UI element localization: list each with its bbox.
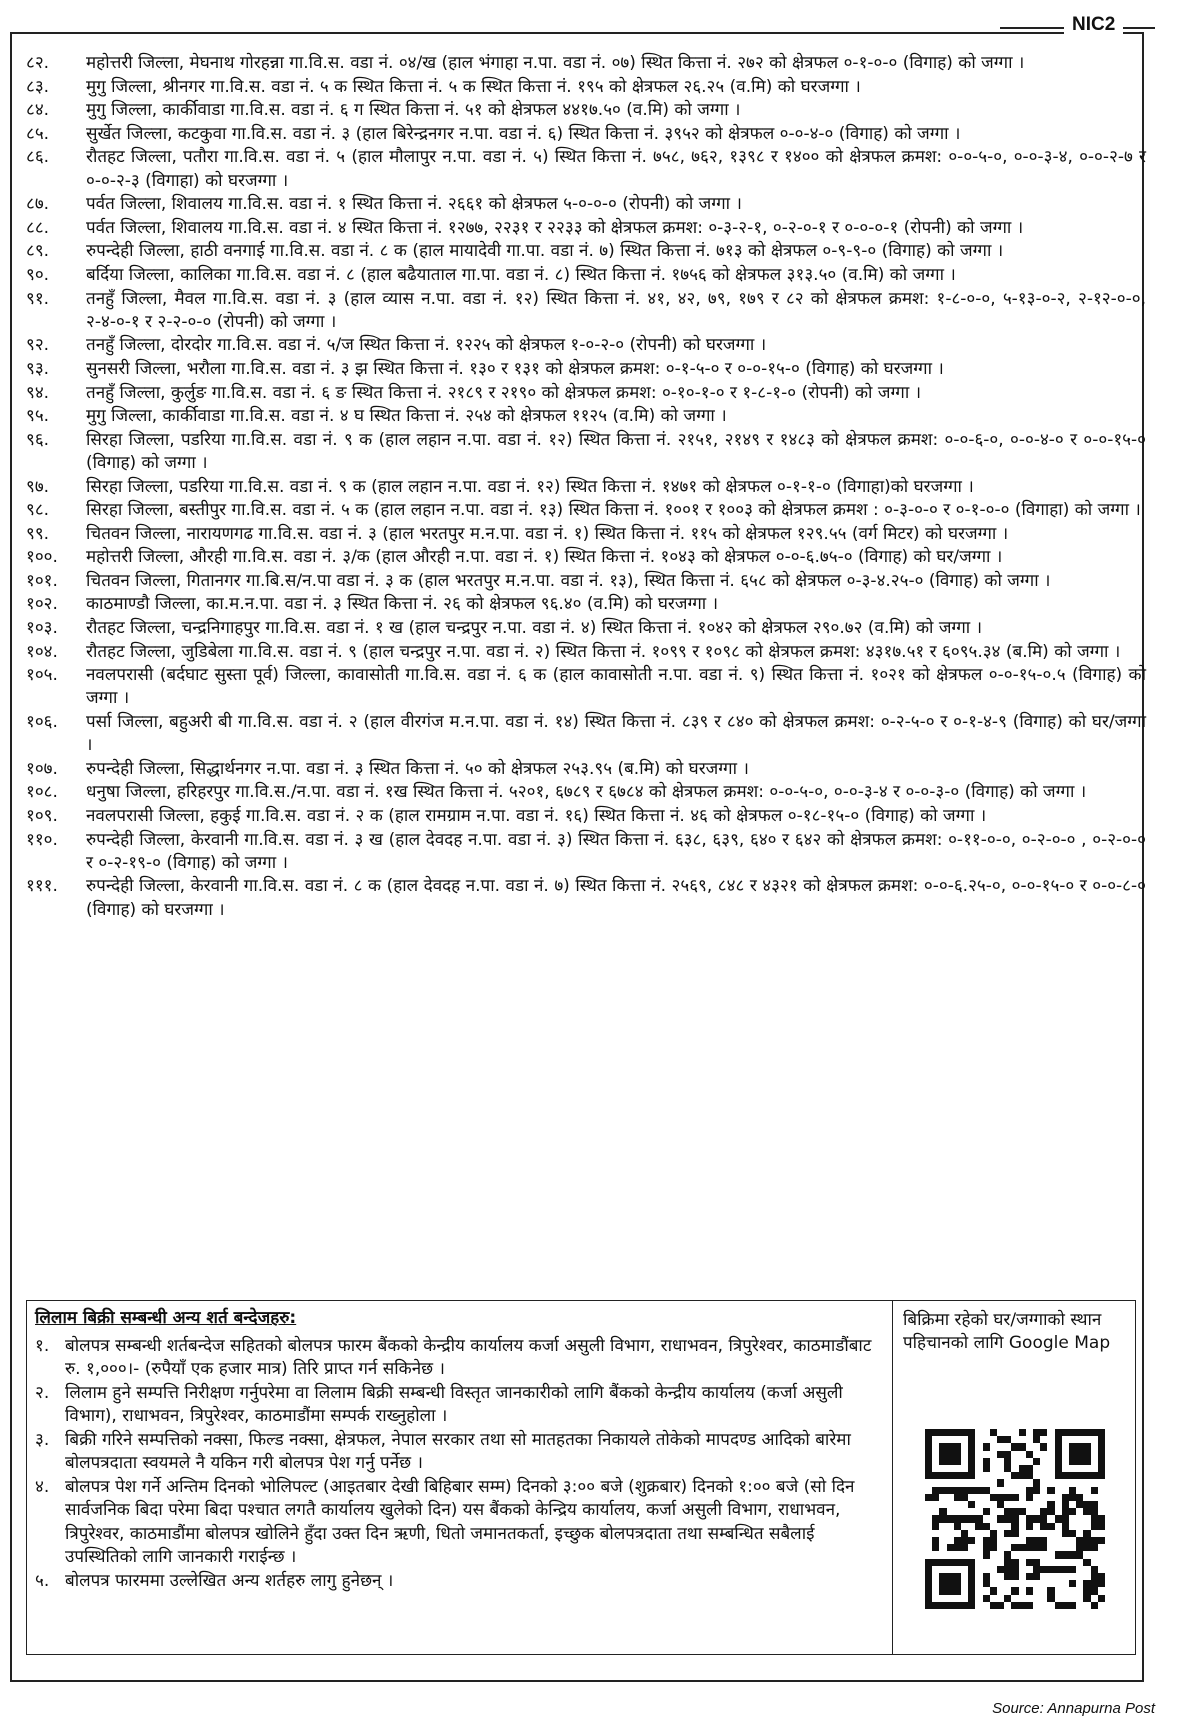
item-number: ९५. [26, 406, 50, 427]
item-text: रुपन्देही जिल्ला, सिद्धार्थनगर न.पा. वडा नं. ३ स्थित कित्ता नं. ५० को क्षेत्रफल २५३.९५ (ब.मि) को घरजग्गा । [86, 758, 749, 779]
item-number: ११०. [26, 829, 58, 850]
item-number: ९३. [26, 358, 50, 379]
term-item [35, 1382, 884, 1429]
item-text: रौतहट जिल्ला, जुडिबेला गा.वि.स. वडा नं. ९ (हाल चन्द्रपुर न.पा. वडा नं. २) स्थित कित्ता नं. १०९९ र १०९८ को क्षेत्रफल क्रमश: ४३१७.५१ र ६०९५.३४ (ब.मि) को जग्गा । [86, 641, 1121, 662]
item-number: ८८. [26, 217, 50, 238]
list-item [26, 570, 1146, 593]
list-item [26, 382, 1146, 405]
term-text: लिलाम हुने सम्पत्ति निरीक्षण गर्नुपरेमा वा लिलाम बिक्री सम्बन्धी विस्तृत जानकारीको लागि बैंकको केन्द्रीय कार्यालय (कर्जा असुली विभाग), राधाभवन, त्रिपुरेश्वर, काठमाडौंमा सम्पर्क राख्नुहोला । [65, 1382, 843, 1426]
item-number: ९४. [26, 382, 50, 403]
list-item [26, 123, 1146, 146]
term-number: ३. [35, 1429, 50, 1450]
item-text: रुपन्देही जिल्ला, केरवानी गा.वि.स. वडा नं. ८ क (हाल देवदह न.पा. वडा नं. ७) स्थित कित्ता नं. २५६९, ८४८ र ४३२१ को क्षेत्रफल क्रमश: ०-०-६.२५-०, ०-०-१५-० र ०-०-८-० (विगाह) को घरजग्गा । [86, 876, 1146, 920]
item-number: १०३. [26, 618, 58, 639]
list-item [26, 758, 1146, 781]
item-number: ९०. [26, 264, 50, 285]
item-text: सिरहा जिल्ला, पडरिया गा.वि.स. वडा नं. ९ क (हाल लहान न.पा. वडा नं. १२) स्थित कित्ता नं. १४७१ को क्षेत्रफल ०-१-१-० (विगाहा)को घरजग्गा । [86, 476, 974, 497]
list-item [26, 99, 1146, 122]
item-text: तनहुँ जिल्ला, कुर्लुङ गा.वि.स. वडा नं. ६ ङ स्थित कित्ता नं. २१८९ र २१९० को क्षेत्रफल क्रमश: ०-१०-१-० र १-८-१-० (रोपनी) को जग्गा । [86, 382, 922, 403]
item-text: महोत्तरी जिल्ला, मेघनाथ गोरहन्ना गा.वि.स. वडा नं. ०४/ख (हाल भंगाहा न.पा. वडा नं. ०७) स्थित कित्ता नं. २७२ को क्षेत्रफल ०-१-०-० (विगाह) को जग्गा । [86, 53, 1025, 73]
item-number: १०१. [26, 570, 58, 591]
item-number: १००. [26, 547, 58, 568]
property-list [26, 52, 1146, 922]
item-text: चितवन जिल्ला, नारायणगढ गा.वि.स. वडा नं. ३ (हाल भरतपुर म.न.पा. वडा नं. १) स्थित कित्ता नं. ११५ को क्षेत्रफल १२९.५५ (वर्ग मिटर) को घरजग्गा । [86, 523, 1009, 544]
item-text: पर्वत जिल्ला, शिवालय गा.वि.स. वडा नं. ४ स्थित कित्ता नं. १२७७, २२३१ र २२३३ को क्षेत्रफल क्रमश: ०-३-२-१, ०-२-०-१ र ०-०-०-१ (रोपनी) को जग्गा । [86, 217, 1024, 238]
list-item [26, 546, 1146, 569]
list-item [26, 240, 1146, 263]
item-text: सिरहा जिल्ला, बस्तीपुर गा.वि.स. वडा नं. ५ क (हाल लहान न.पा. वडा नं. १३) स्थित कित्ता नं. १००१ र १००३ को क्षेत्रफल क्रमश : ०-३-०-० र ०-१-०-० (विगाहा) को जग्गा । [86, 500, 1141, 521]
item-text: पर्वत जिल्ला, शिवालय गा.वि.स. वडा नं. १ स्थित कित्ता नं. २६६१ को क्षेत्रफल ५-०-०-० (रोपनी) को जग्गा । [86, 194, 742, 215]
item-number: ९१. [26, 288, 50, 309]
item-number: ८९. [26, 241, 50, 262]
item-number: ८४. [26, 100, 50, 121]
list-item [26, 664, 1146, 710]
item-text: सुनसरी जिल्ला, भरौला गा.वि.स. वडा नं. ३ झ स्थित कित्ता नं. १३० र १३१ को क्षेत्रफल क्रमश: ०-१-५-० र ०-०-१५-० (विगाह) को घरजग्गा । [86, 358, 944, 379]
list-item [26, 875, 1146, 921]
term-item [35, 1429, 884, 1476]
item-text: तनहुँ जिल्ला, मैवल गा.वि.स. वडा नं. ३ (हाल व्यास न.पा. वडा नं. १२) स्थित कित्ता नं. ४१, ४२, ७९, १७९ र ८२ को क्षेत्रफल क्रमश: १-८-०-०, ५-१३-०-२, २-१२-०-०, २-४-०-१ र २-२-०-० (रोपनी) को जग्गा । [86, 288, 1146, 332]
item-text: धनुषा जिल्ला, हरिहरपुर गा.वि.स./न.पा. वडा नं. १ख स्थित कित्ता नं. ५२०१, ६७८९ र ६७८४ को क्षेत्रफल क्रमश: ०-०-५-०, ०-०-३-४ र ०-०-३-० (विगाह) को जग्गा । [86, 782, 1087, 803]
item-number: ८२. [26, 53, 50, 73]
terms-title: लिलाम बिक्री सम्बन्धी अन्य शर्त बन्देजहरु: [35, 1308, 297, 1328]
item-number: १०४. [26, 641, 58, 662]
page-tag: NIC2 [1064, 14, 1123, 36]
item-text: सुर्खेत जिल्ला, कटकुवा गा.वि.स. वडा नं. ३ (हाल बिरेन्द्रनगर न.पा. वडा नं. ६) स्थित कित्ता नं. ३९५२ को क्षेत्रफल ०-०-४-० (विगाह) को जग्गा । [86, 123, 961, 144]
terms-box [27, 1301, 893, 1654]
item-number: १०८. [26, 782, 58, 803]
item-number: ८५. [26, 123, 50, 144]
list-item [26, 52, 1146, 75]
item-text: नवलपरासी (बर्दघाट सुस्ता पूर्व) जिल्ला, कावासोती गा.वि.स. वडा नं. ६ क (हाल कावासोती न.पा. वडा नं. ९) स्थित कित्ता नं. १०२१ को क्षेत्रफल ०-०-१५-०.५ (विगाह) को जग्गा । [86, 665, 1146, 709]
list-item [26, 781, 1146, 804]
item-text: तनहुँ जिल्ला, दोरदोर गा.वि.स. वडा नं. ५/ज स्थित कित्ता नं. १२२५ को क्षेत्रफल १-०-२-० (रोपनी) को घरजग्गा । [86, 335, 767, 356]
terms-list [35, 1335, 884, 1594]
term-number: २. [35, 1382, 50, 1403]
term-text: बोलपत्र पेश गर्ने अन्तिम दिनको भोलिपल्ट (आइतबार देखी बिहिबार सम्म) दिनको ३:०० बजे (शुक्रबार) दिनको १:०० बजे (सो दिन सार्वजनिक बिदा परेमा बिदा पश्चात लगतै कार्यालय खुलेको दिन) यस बैंकको केन्द्रिय कार्यालय, कर्जा असुली विभाग, राधाभवन, त्रिपुरेश्वर, काठमाडौंमा बोलपत्र खोलिने हुँदा उक्त दिन ऋणी, धितो जमानतकर्ता, इच्छुक बोलपत्रदाता तथा सम्बन्धित सबैलाई उपस्थितिको लागि जानकारी गराईन्छ । [65, 1476, 855, 1567]
item-text: मुगु जिल्ला, श्रीनगर गा.वि.स. वडा नं. ५ क स्थित कित्ता नं. ५ क स्थित कित्ता नं. १९५ को क्षेत्रफल २६.२५ (व.मि) को घरजग्गा । [86, 76, 861, 97]
list-item [26, 523, 1146, 546]
item-text: चितवन जिल्ला, गितानगर गा.बि.स/न.पा वडा नं. ३ क (हाल भरतपुर म.न.पा. वडा नं. १३), स्थित कित्ता नं. ६५८ को क्षेत्रफल ०-३-४.२५-० (विगाह) को जग्गा । [86, 570, 1051, 591]
item-number: ९६. [26, 429, 50, 450]
item-number: ९२. [26, 335, 50, 356]
list-item [26, 146, 1146, 192]
item-text: काठमाण्डौ जिल्ला, का.म.न.पा. वडा नं. ३ स्थित कित्ता नं. २६ को क्षेत्रफल ९६.४० (व.मि) को घरजग्गा । [86, 594, 719, 615]
list-item [26, 641, 1146, 664]
list-item [26, 476, 1146, 499]
google-map-caption: बिक्रिमा रहेको घर/जग्गाको स्थान पहिचानको लागि Google Map [903, 1310, 1111, 1353]
item-text: नवलपरासी जिल्ला, हकुई गा.वि.स. वडा नं. २ क (हाल रामग्राम न.पा. वडा नं. १६) स्थित कित्ता नं. ४६ को क्षेत्रफल ०-१८-१५-० (विगाह) को जग्गा । [86, 806, 987, 827]
item-number: ८३. [26, 76, 50, 97]
item-number: १०७. [26, 758, 58, 779]
list-item [26, 76, 1146, 99]
item-text: पर्सा जिल्ला, बहुअरी बी गा.वि.स. वडा नं. २ (हाल वीरगंज म.न.पा. वडा नं. १४) स्थित कित्ता नं. ८३९ र ८४० को क्षेत्रफल क्रमश: ०-२-५-० र ०-१-४-९ (विगाह) को घर/जग्गा । [86, 712, 1146, 756]
item-number: ९९. [26, 523, 50, 544]
item-text: सिरहा जिल्ला, पडरिया गा.वि.स. वडा नं. ९ क (हाल लहान न.पा. वडा नं. १२) स्थित कित्ता नं. २१५१, २१४९ र १४८३ को क्षेत्रफल क्रमश: ०-०-६-०, ०-०-४-० र ०-०-१५-० (विगाह) को जग्गा । [86, 429, 1146, 473]
item-number: ८६. [26, 147, 50, 168]
qr-code-icon[interactable] [925, 1429, 1105, 1609]
item-text: रौतहट जिल्ला, पतौरा गा.वि.स. वडा नं. ५ (हाल मौलापुर न.पा. वडा नं. ५) स्थित कित्ता नं. ७५८, ७६२, १३९८ र १४०० को क्षेत्रफल क्रमश: ०-०-५-०, ०-०-३-४, ०-०-२-७ र ०-०-२-३ (विगाहा) को घरजग्गा । [86, 147, 1146, 191]
term-number: ४. [35, 1476, 50, 1497]
item-text: रौतहट जिल्ला, चन्द्रनिगाहपुर गा.वि.स. वडा नं. १ ख (हाल चन्द्रपुर न.पा. वडा नं. ४) स्थित कित्ता नं. १०४२ को क्षेत्रफल २९०.७२ (व.मि) को जग्गा । [86, 618, 983, 639]
item-number: १०६. [26, 712, 58, 733]
item-number: १०२. [26, 594, 58, 615]
list-item [26, 711, 1146, 757]
term-item [35, 1335, 884, 1382]
item-number: ८७. [26, 194, 50, 215]
list-item [26, 264, 1146, 287]
item-text: बर्दिया जिल्ला, कालिका गा.वि.स. वडा नं. ८ (हाल बढैयाताल गा.पा. वडा नं. ८) स्थित कित्ता नं. १७५६ को क्षेत्रफल ३१३.५० (व.मि) को जग्गा । [86, 264, 956, 285]
item-number: १०९. [26, 806, 58, 827]
item-number: १०५. [26, 665, 58, 686]
list-item [26, 593, 1146, 616]
item-text: मुगु जिल्ला, कार्कीवाडा गा.वि.स. वडा नं. ४ घ स्थित कित्ता नं. २५४ को क्षेत्रफल ११२५ (व.मि) को जग्गा । [86, 406, 727, 427]
term-item [35, 1476, 884, 1570]
list-item [26, 405, 1146, 428]
item-number: ९८. [26, 500, 50, 521]
term-number: ५. [35, 1570, 50, 1591]
terms-section [26, 1300, 1136, 1655]
google-map-box [893, 1301, 1134, 1654]
item-text: रुपन्देही जिल्ला, हाठी वनगाई गा.वि.स. वडा नं. ८ क (हाल मायादेवी गा.पा. वडा नं. ७) स्थित कित्ता नं. ७१३ को क्षेत्रफल ०-९-९-० (विगाह) को जग्गा । [86, 241, 1004, 262]
list-item [26, 829, 1146, 875]
list-item [26, 334, 1146, 357]
list-item [26, 288, 1146, 334]
list-item [26, 499, 1146, 522]
list-item [26, 805, 1146, 828]
term-text: बोलपत्र फारममा उल्लेखित अन्य शर्तहरु लागु हुनेछन् । [65, 1570, 394, 1591]
item-text: रुपन्देही जिल्ला, केरवानी गा.वि.स. वडा नं. ३ ख (हाल देवदह न.पा. वडा नं. ३) स्थित कित्ता नं. ६३८, ६३९, ६४० र ६४२ को क्षेत्रफल क्रमश: ०-११-०-०, ०-२-०-० , ०-२-०-० र ०-२-१९-० (विगाह) को जग्गा । [86, 829, 1146, 873]
source-credit: Source: Annapurna Post [992, 1700, 1155, 1717]
list-item [26, 193, 1146, 216]
list-item [26, 358, 1146, 381]
item-text: महोत्तरी जिल्ला, औरही गा.वि.स. वडा नं. ३/क (हाल औरही न.पा. वडा नं. १) स्थित कित्ता नं. १०४३ को क्षेत्रफल ०-०-६.७५-० (विगाह) को घर/जग्गा । [86, 547, 1003, 568]
term-number: १. [35, 1335, 50, 1356]
item-text: मुगु जिल्ला, कार्कीवाडा गा.वि.स. वडा नं. ६ ग स्थित कित्ता नं. ५१ को क्षेत्रफल ४४१७.५० (व.मि) को जग्गा । [86, 100, 741, 121]
item-number: १११. [26, 876, 58, 897]
list-item [26, 429, 1146, 475]
term-item [35, 1570, 884, 1594]
list-item [26, 617, 1146, 640]
item-number: ९७. [26, 476, 50, 497]
term-text: बिक्री गरिने सम्पत्तिको नक्सा, फिल्ड नक्सा, क्षेत्रफल, नेपाल सरकार तथा सो मातहतका निकायले तोकेको मापदण्ड आदिको बारेमा बोलपत्रदाता स्वयमले नै यकिन गरी बोलपत्र पेश गर्नु पर्नेछ । [65, 1429, 851, 1473]
term-text: बोलपत्र सम्बन्धी शर्तबन्देज सहितको बोलपत्र फारम बैंकको केन्द्रीय कार्यालय कर्जा असुली विभाग, राधाभवन, त्रिपुरेश्वर, काठमाडौंबाट रु. १,०००।- (रुपैयाँ एक हजार मात्र) तिरि प्राप्त गर्न सकिनेछ । [65, 1335, 872, 1379]
list-item [26, 217, 1146, 240]
